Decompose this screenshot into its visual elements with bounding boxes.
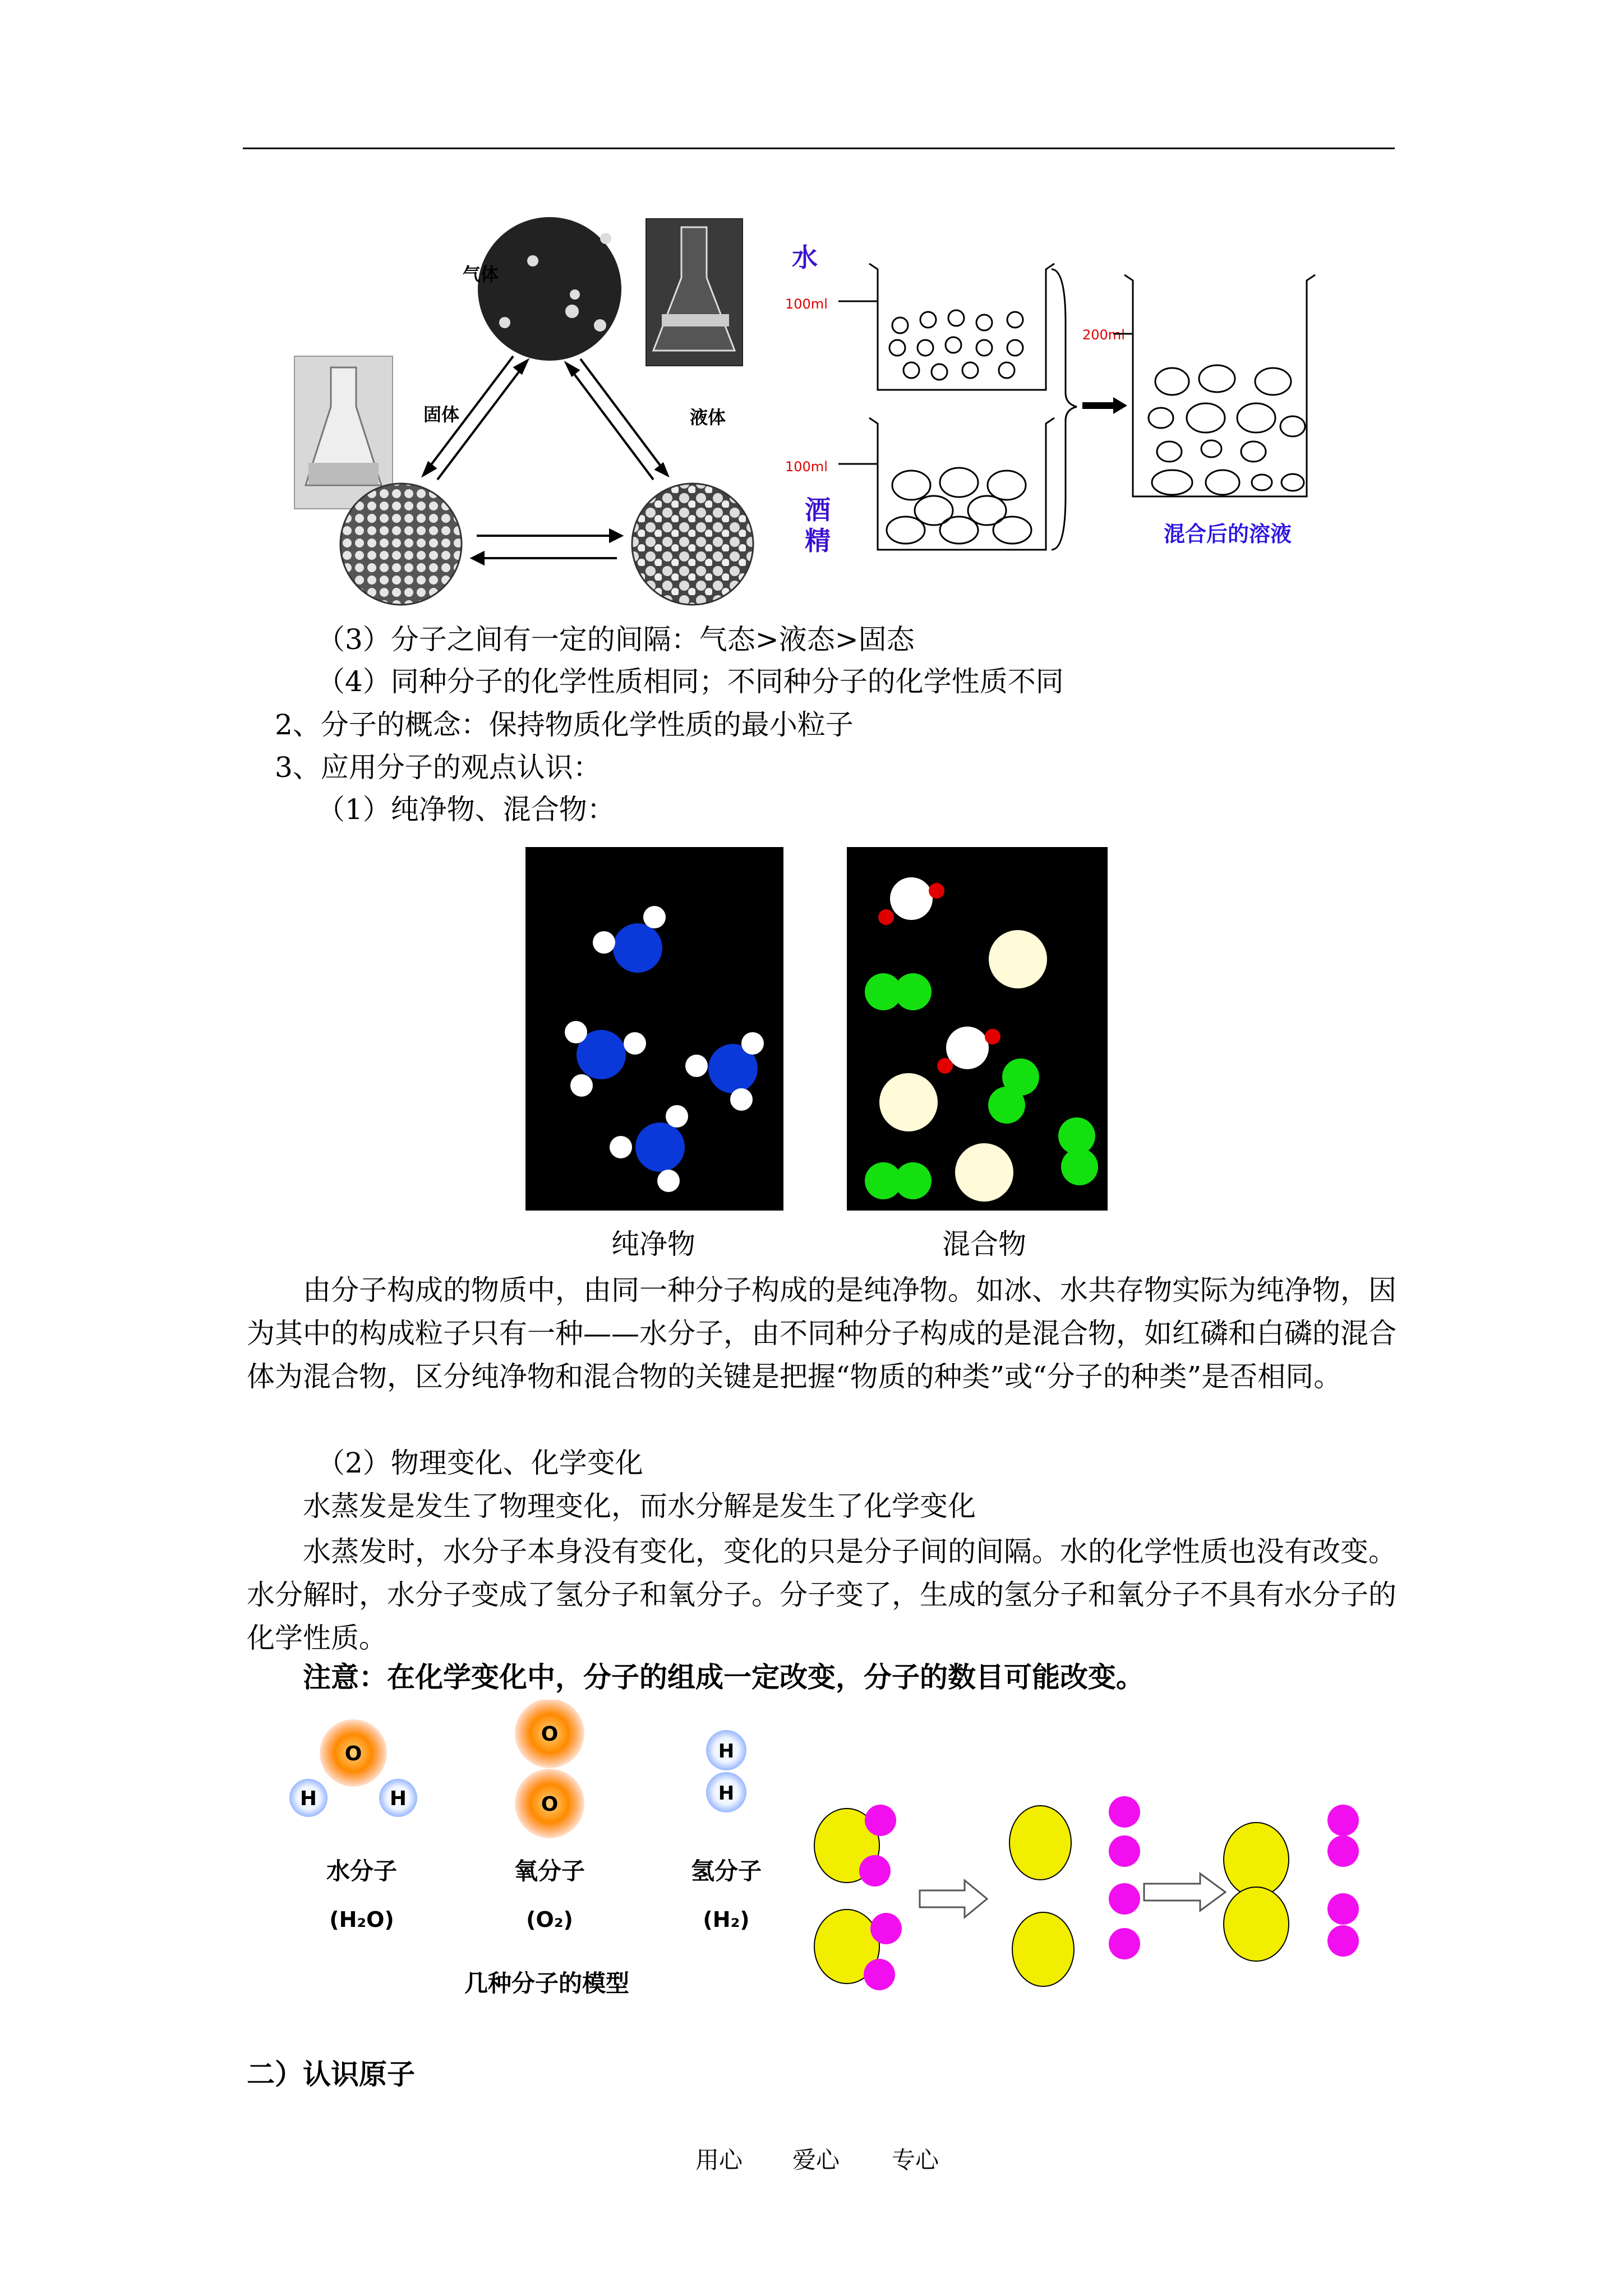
water-volume: 100ml (785, 296, 828, 312)
mixed-solution-label: 混合后的溶液 (1164, 522, 1292, 546)
gas-label: 气体 (463, 264, 499, 285)
footer-item: 用心 (695, 2146, 743, 2174)
line-pure-mixture-heading: （1）纯净物、混合物： (317, 793, 615, 826)
water-molecule (593, 906, 666, 973)
green-molecule (865, 1162, 932, 1199)
alcohol-label-1: 酒 (805, 495, 831, 525)
line-spacing: （3）分子之间有一定的间隔：气态>液态>固态 (317, 623, 915, 656)
pure-substance-image (525, 847, 783, 1211)
oxygen-atom (1009, 1806, 1071, 1880)
hydrogen-model-formula: (H₂) (703, 1907, 750, 1932)
alcohol-beaker (838, 418, 1054, 550)
pale-molecule (955, 1143, 1013, 1202)
caption-pure: 纯净物 (611, 1228, 695, 1260)
flask-photo-left (294, 356, 393, 509)
reaction-arrow-1 (920, 1880, 987, 1917)
line-change-heading: （2）物理变化、化学变化 (317, 1447, 643, 1479)
oxygen-molecule-product (1224, 1823, 1289, 1961)
reaction-arrow-2 (1144, 1874, 1225, 1911)
solid-sphere (340, 484, 462, 605)
molecule-models-figure (280, 1700, 785, 2008)
paragraph-change: 水蒸发时，水分子本身没有变化，变化的只是分子间的间隔。水的化学性质也没有改变。水分解时，水分子变成了氢分子和氧分子。分子变了，生成的氢分子和氧分子不具有水分子的化学性质。 (247, 1535, 1396, 1654)
water-model (289, 1719, 417, 1817)
svg-text:H: H (299, 1787, 317, 1810)
svg-text:H: H (718, 1782, 735, 1805)
svg-text:O: O (541, 1793, 559, 1816)
pale-molecule (879, 1073, 938, 1131)
brace (1052, 269, 1077, 550)
line-apply: 3、应用分子的观点认识： (275, 751, 601, 784)
hydrogen-molecule-product (1327, 1893, 1359, 1957)
header-rule (243, 148, 1395, 149)
oxygen-model-name: 氧分子 (514, 1857, 585, 1885)
water-label: 水 (792, 242, 818, 273)
pale-molecule (989, 930, 1047, 988)
green-molecule (988, 1059, 1039, 1124)
oxide-molecule (878, 877, 944, 925)
mixed-beaker (1113, 275, 1315, 496)
line-molecule-concept: 2、分子的概念：保持物质化学性质的最小粒子 (275, 708, 854, 741)
svg-text:H: H (389, 1787, 407, 1810)
section-heading-atoms: 二）认识原子 (247, 2058, 415, 2091)
states-of-matter-figure (292, 216, 757, 609)
water-molecule-reactant (814, 1910, 902, 1990)
paragraph-pure-mixture: 由分子构成的物质中，由同一种分子构成的是纯净物。如冰、水共存物实际为纯净物，因为其中的构成粒子只有一种——水分子，由不同种分子构成的是混合物，如红磷和白磷的混合体为混合物，区分纯净物和混合物的关键是把握“物质的种类”或“分子的种类”是否相同。 (247, 1274, 1396, 1393)
svg-text:O: O (344, 1742, 362, 1765)
green-molecule (865, 973, 932, 1010)
water-model-name: 水分子 (326, 1857, 398, 1885)
liquid-label: 液体 (690, 407, 726, 428)
caption-mixture: 混合物 (942, 1228, 1026, 1260)
water-beaker (838, 264, 1054, 390)
note: 注意：在化学变化中，分子的组成一定改变，分子的数目可能改变。 (303, 1660, 1144, 1694)
mixed-volume: 200ml (1082, 327, 1125, 343)
solid-label: 固体 (423, 404, 460, 425)
hydrogen-model-name: 氢分子 (690, 1857, 762, 1885)
water-molecule (565, 1021, 646, 1097)
alcohol-volume: 100ml (785, 459, 828, 475)
water-model-formula: (H₂O) (329, 1907, 394, 1932)
models-caption: 几种分子的模型 (464, 1970, 630, 1997)
oxygen-model (515, 1700, 584, 1838)
water-molecule (610, 1105, 688, 1192)
hydrogen-atoms (1109, 1796, 1140, 1959)
hydrogen-model (706, 1730, 746, 1812)
flask-photo-top-right (646, 219, 743, 366)
oxygen-atom (1012, 1912, 1074, 1986)
water-molecule-reactant (814, 1805, 896, 1887)
hydrogen-molecule-product (1327, 1805, 1359, 1867)
oxide-molecule (937, 1027, 1000, 1074)
green-molecule (1058, 1117, 1098, 1185)
svg-text:H: H (718, 1740, 735, 1763)
footer-item: 爱心 (792, 2146, 840, 2174)
line-chemical-property: （4）同种分子的化学性质相同；不同种分子的化学性质不同 (317, 665, 1064, 698)
mix-arrow (1082, 397, 1127, 414)
footer-item: 专心 (892, 2146, 939, 2174)
water-molecule (685, 1032, 764, 1111)
svg-text:O: O (541, 1723, 559, 1746)
water-decomposition-figure (808, 1778, 1374, 2008)
liquid-sphere (632, 484, 753, 605)
mixture-image (847, 847, 1108, 1211)
line-change: 水蒸发是发生了物理变化，而水分解是发生了化学变化 (303, 1490, 976, 1522)
oxygen-model-formula: (O₂) (526, 1907, 573, 1932)
mixing-figure (785, 233, 1346, 569)
alcohol-label-2: 精 (805, 526, 831, 556)
gas-sphere (478, 217, 621, 361)
